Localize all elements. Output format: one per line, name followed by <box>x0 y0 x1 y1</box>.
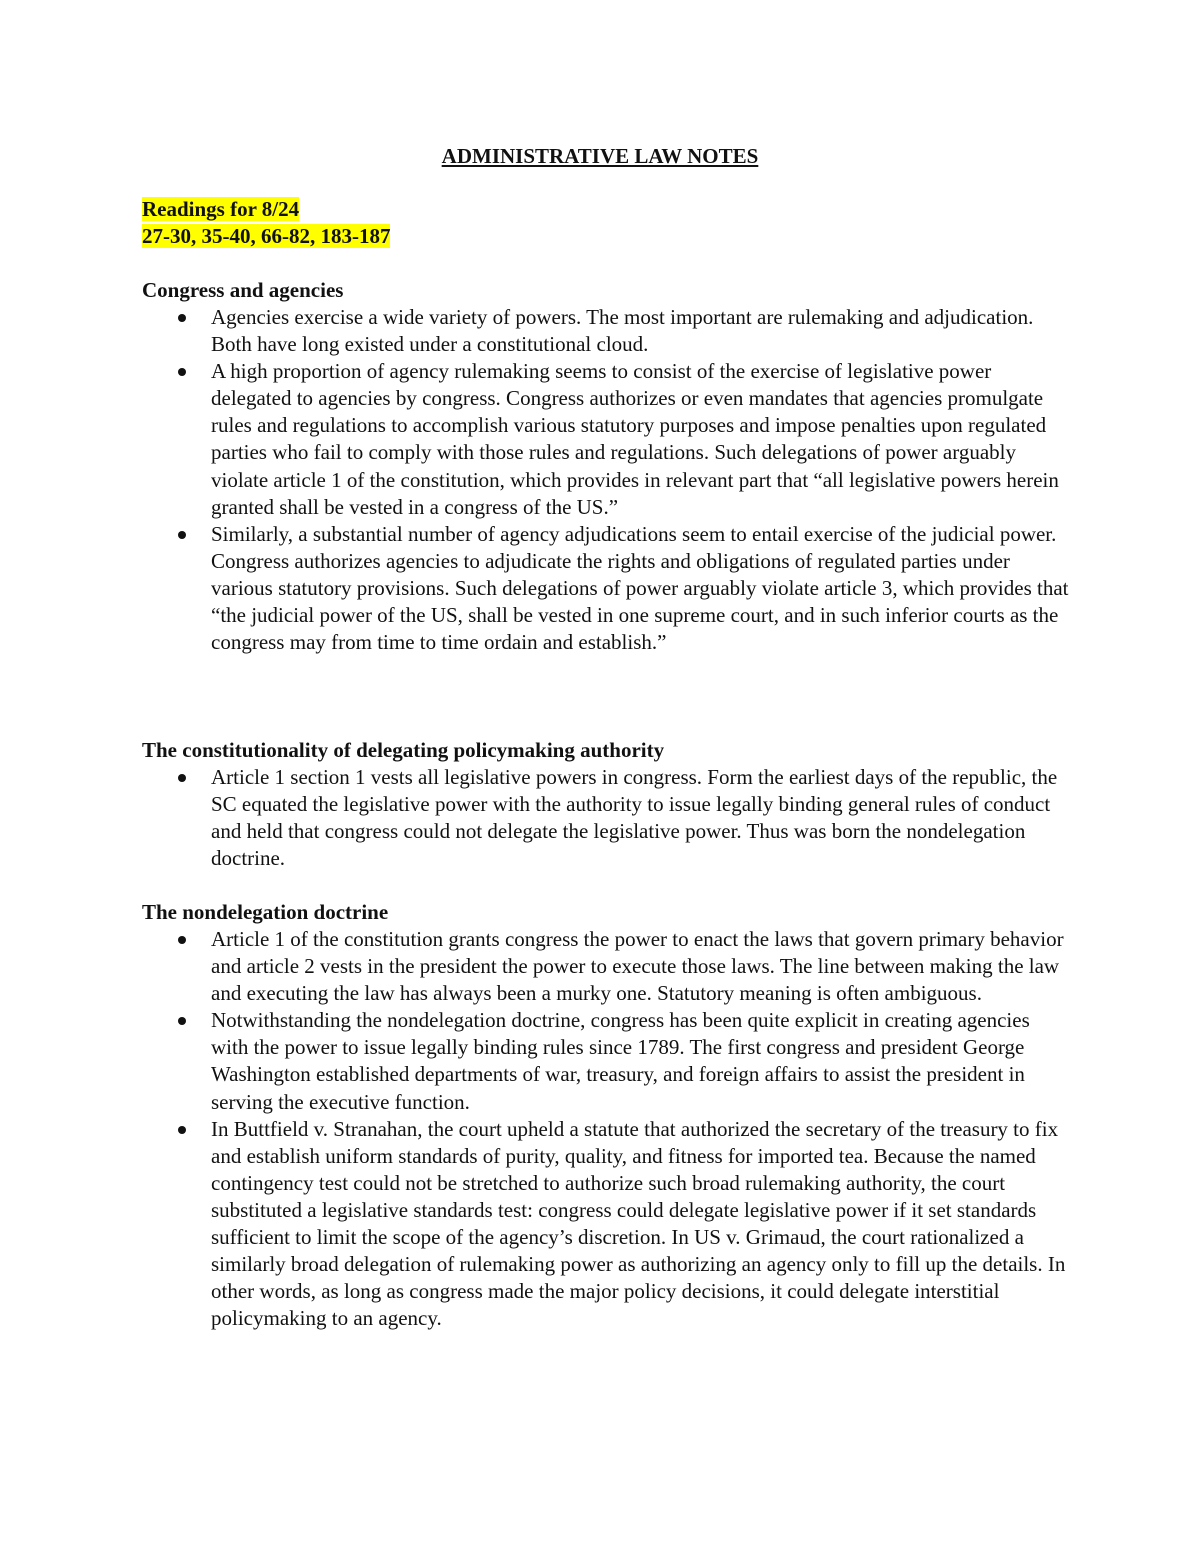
list-item <box>142 521 1072 656</box>
readings-heading: Readings for 8/24 <box>142 197 300 221</box>
section-congress-and-agencies <box>142 277 1072 656</box>
list-item <box>142 1007 1072 1115</box>
list-item-text: In Buttfield v. Stranahan, the court upheld a statute that authorized the secretary of the treasury to fix and establish uniform standards of purity, quality, and fitness for imported tea. Because the named contingency test could not be stretched to authorize such broad rulemaking authority, the court substituted a legislative standards test: congress could delegate legislative power if it set standards sufficient to limit the scope of the agency’s discretion. In US v. Grimaud, the court rationalized a similarly broad delegation of rulemaking power as authorizing an agency only to fill up the details. In other words, as long as congress made the major policy decisions, it could delegate interstitial policymaking to an agency. <box>211 1116 1066 1331</box>
list-item-text: Article 1 of the constitution grants congress the power to enact the laws that govern primary behavior and article 2 vests in the president the power to execute those laws. The line between making the law and executing the law has always been a murky one. Statutory meaning is often ambiguous. <box>211 927 1064 1006</box>
list-item <box>142 304 1072 358</box>
bullet-icon <box>178 531 186 539</box>
section-heading: The constitutionality of delegating policymaking authority <box>142 738 665 762</box>
bullet-icon <box>178 368 186 376</box>
readings-pages: 27-30, 35-40, 66-82, 183-187 <box>142 224 391 248</box>
list-item <box>142 1116 1072 1333</box>
list-item-text: Agencies exercise a wide variety of powers. The most important are rulemaking and adjudication. Both have long existed under a constitutional cloud. <box>211 305 1034 357</box>
bullet-list <box>142 304 1072 656</box>
list-item <box>142 358 1072 521</box>
list-item-text: Similarly, a substantial number of agency adjudications seem to entail exercise of the judicial power. Congress authorizes agencies to adjudicate the rights and obligations of regulated parties under various statutory provisions. Such delegations of power arguably violate article 3, which provides that “the judicial power of the US, shall be vested in one supreme court, and in such inferior courts as the congress may from time to time ordain and establish.” <box>211 521 1069 655</box>
readings-block <box>142 196 390 250</box>
document-title: ADMINISTRATIVE LAW NOTES <box>441 144 759 168</box>
list-item <box>142 926 1072 1007</box>
section-nondelegation-doctrine <box>142 899 1072 1332</box>
bullet-icon <box>178 1017 186 1025</box>
bullet-icon <box>178 1126 186 1134</box>
bullet-icon <box>178 774 186 782</box>
bullet-list <box>142 926 1072 1332</box>
bullet-icon <box>178 936 186 944</box>
list-item-text: A high proportion of agency rulemaking seems to consist of the exercise of legislative power delegated to agencies by congress. Congress authorizes or even mandates that agencies promulgate rules and regulations to accomplish various statutory purposes and impose penalties upon regulated parties who fail to comply with those rules and regulations. Such delegations of power arguably violate article 1 of the constitution, which provides in relevant part that “all legislative powers herein granted shall be vested in a congress of the US.” <box>211 359 1059 519</box>
section-heading: Congress and agencies <box>142 278 344 302</box>
list-item <box>142 764 1072 872</box>
section-heading: The nondelegation doctrine <box>142 900 389 924</box>
bullet-list <box>142 764 1072 872</box>
list-item-text: Article 1 section 1 vests all legislative powers in congress. Form the earliest days of the republic, the SC equated the legislative power with the authority to issue legally binding general rules of conduct and held that congress could not delegate the legislative power. Thus was born the nondelegation doctrine. <box>211 765 1058 871</box>
list-item-text: Notwithstanding the nondelegation doctrine, congress has been quite explicit in creating agencies with the power to issue legally binding rules since 1789. The first congress and president George Washington established departments of war, treasury, and foreign affairs to assist the president in serving the executive function. <box>211 1008 1030 1114</box>
section-constitutionality <box>142 737 1072 872</box>
bullet-icon <box>178 314 186 322</box>
